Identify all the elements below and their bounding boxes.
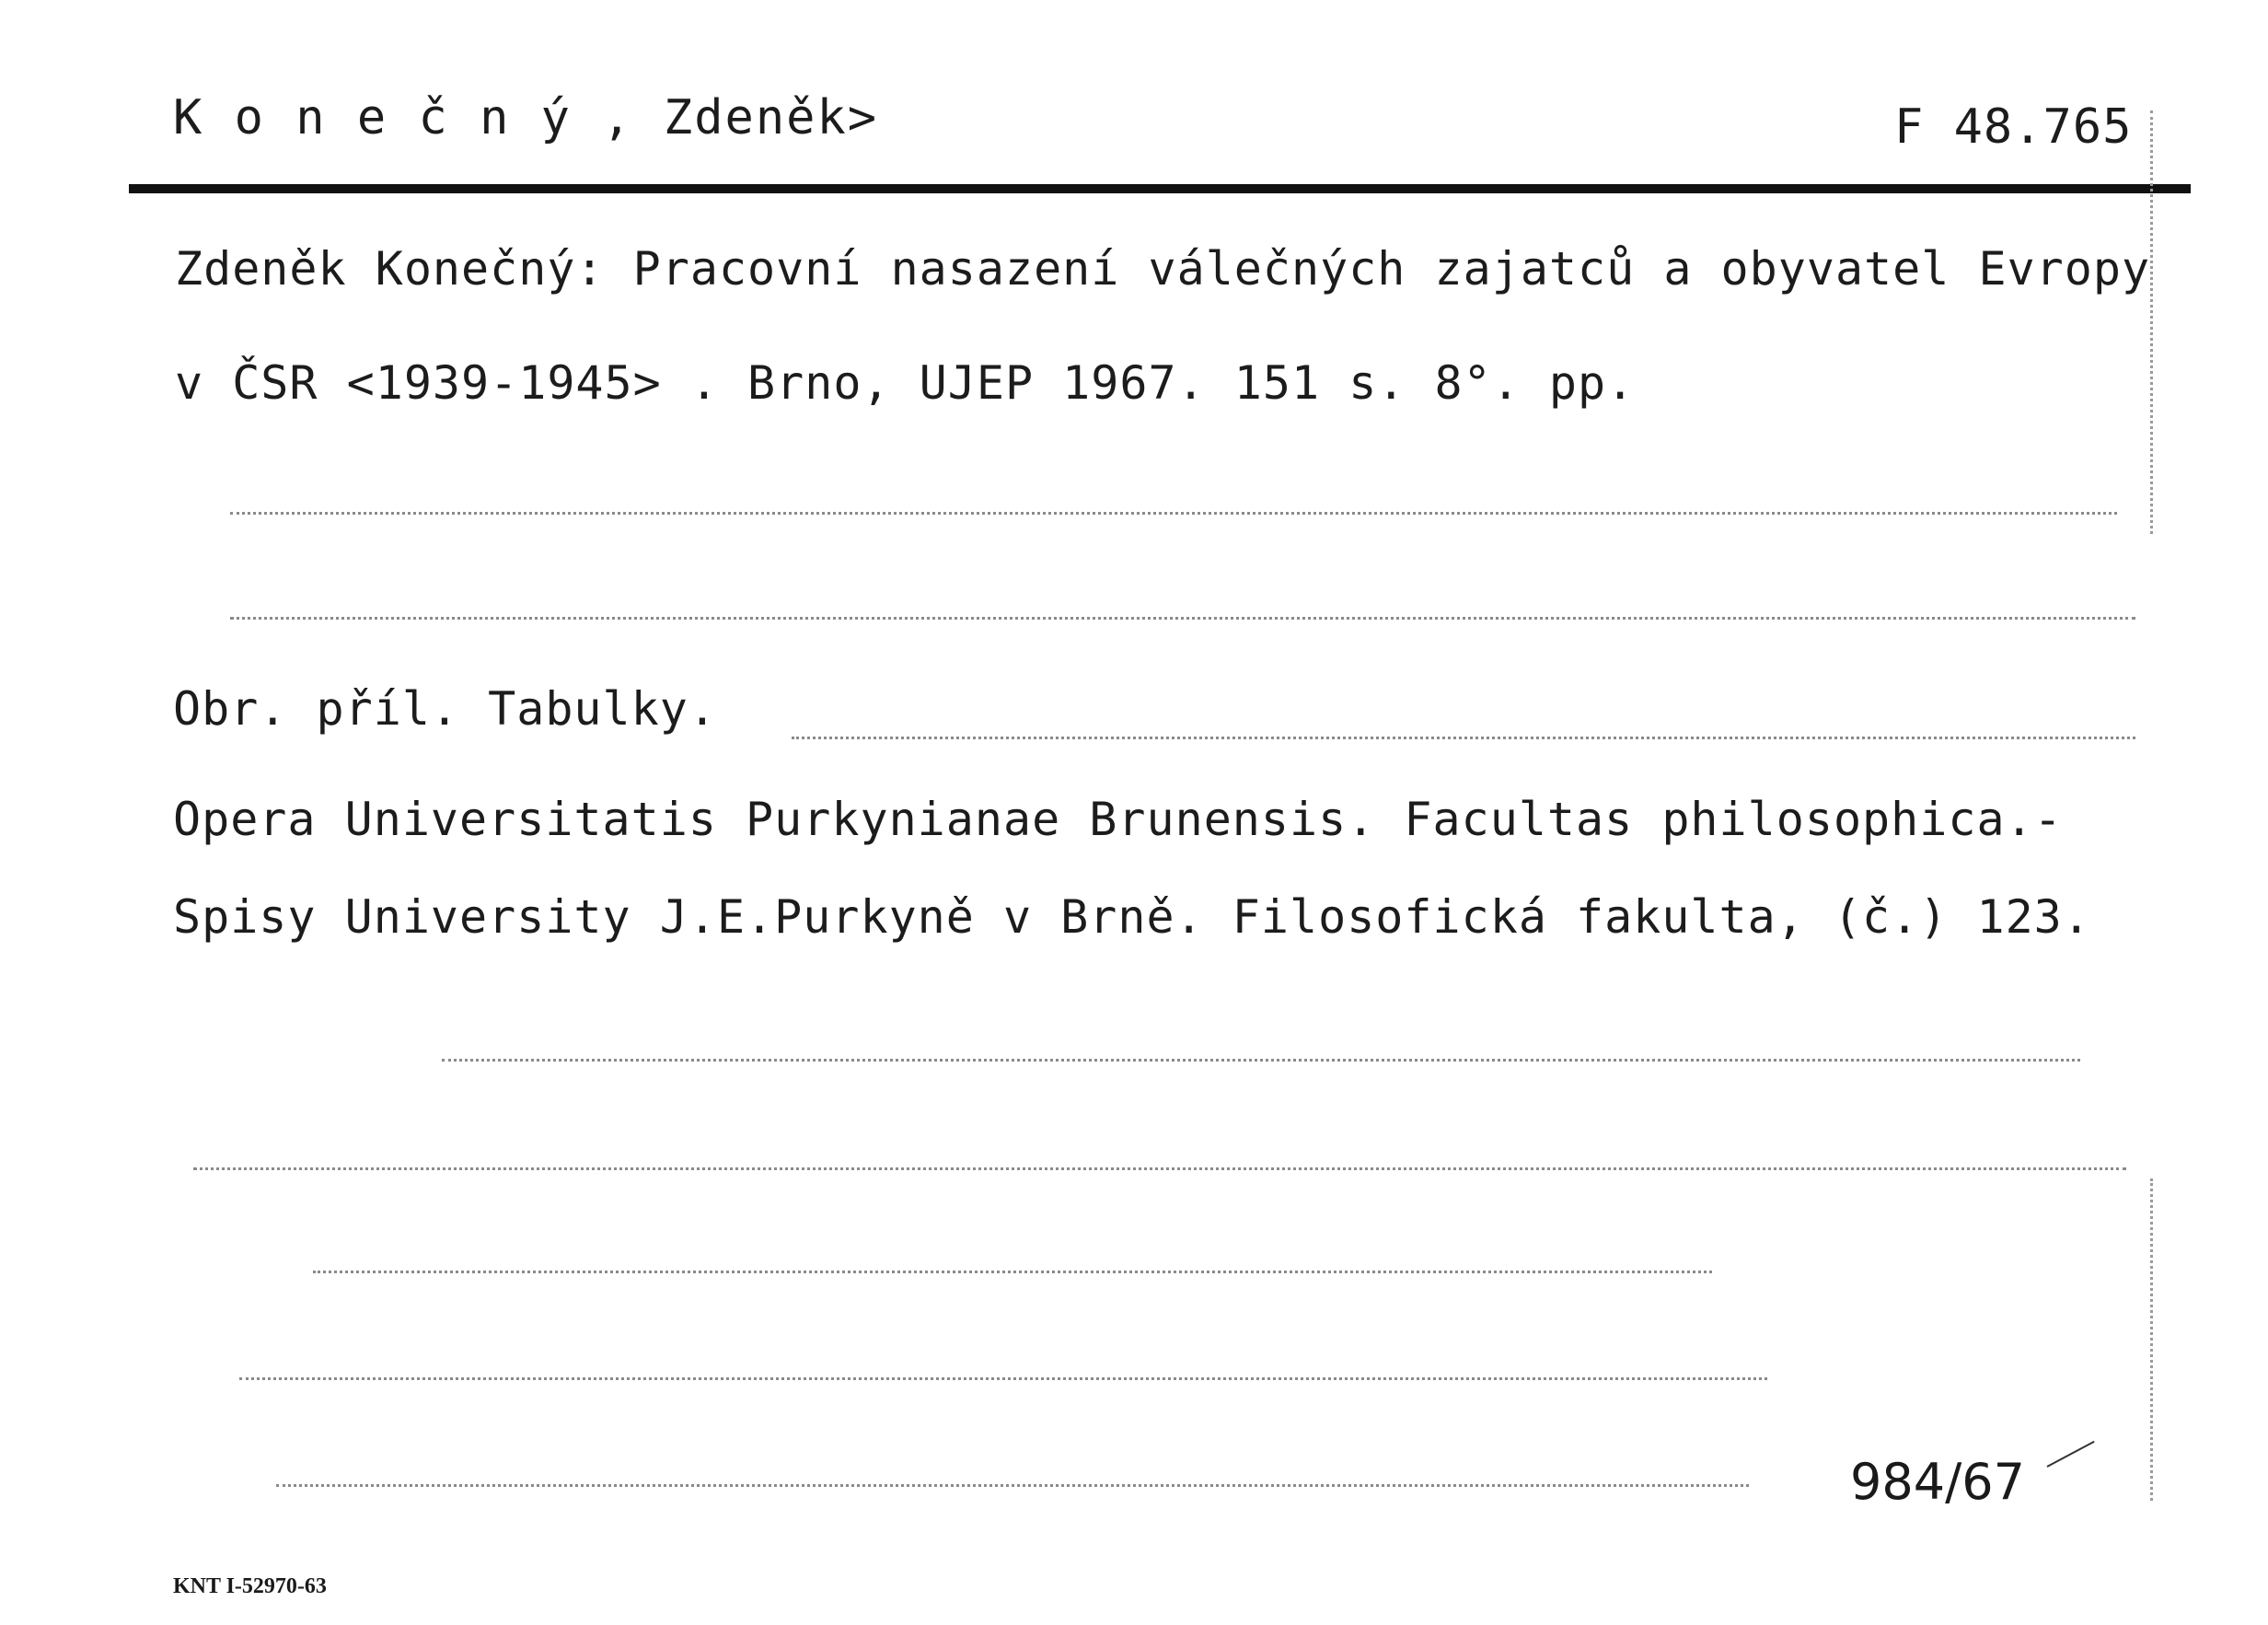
guide-line (442, 1059, 2080, 1062)
note-line: Obr. příl. Tabulky. (173, 682, 717, 736)
guide-line (193, 1167, 2126, 1170)
pen-stroke (2047, 1441, 2095, 1468)
guide-line (239, 1377, 1767, 1380)
guide-line (792, 737, 2135, 739)
entry-title-line-1: Zdeněk Konečný: Pracovní nasazení válečných zajatců a obyvatel Evropy (175, 242, 2151, 296)
margin-guide (2150, 110, 2153, 534)
heading-author: K o n e č n ý , Zdeněk> (173, 90, 879, 145)
heading-rule (129, 184, 2191, 193)
shelf-signature: F 48.765 (1894, 99, 2133, 155)
margin-guide (2150, 1178, 2153, 1501)
series-line-1: Opera Universitatis Purkynianae Brunensis. Facultas philosophica.- (173, 793, 2063, 846)
series-line-2: Spisy University J.E.Purkyně v Brně. Filosofická fakulta, (č.) 123. (173, 890, 2091, 944)
guide-line (230, 617, 2135, 620)
printer-mark: KNT I-52970-63 (173, 1574, 327, 1598)
guide-line (313, 1271, 1712, 1273)
guide-line (276, 1484, 1749, 1487)
accession-number: 984/67 (1850, 1453, 2025, 1511)
guide-line (230, 512, 2117, 515)
entry-title-line-2: v ČSR <1939-1945> . Brno, UJEP 1967. 151 s. 8°. pp. (175, 356, 1636, 410)
